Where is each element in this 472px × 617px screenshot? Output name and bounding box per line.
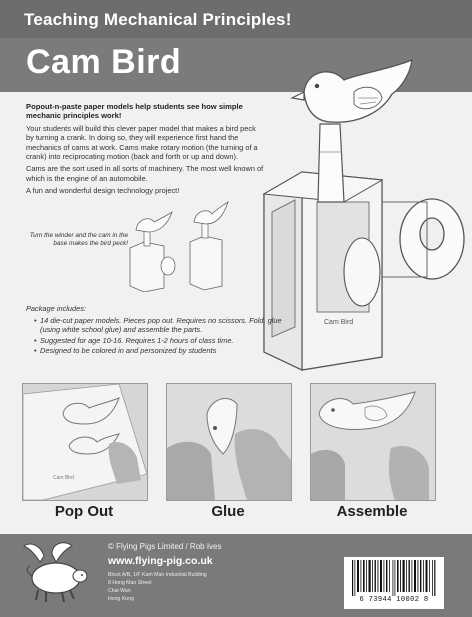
pop-out-photo bbox=[22, 383, 148, 501]
website-link[interactable]: www.flying-pig.co.uk bbox=[108, 555, 213, 567]
barcode-bars bbox=[344, 557, 444, 597]
package-item: • 14 die-cut paper models. Pieces pop out. Requires no scissors. Fold, glue (using white school glue) and assemble the parts. bbox=[34, 316, 286, 335]
barcode-number: 6 73944 10002 8 bbox=[344, 596, 444, 604]
package-item: • Suggested for age 10-16. Requires 1-2 hours of class time. bbox=[34, 336, 286, 346]
address-line: 8 Hong Man Street bbox=[108, 580, 152, 586]
page-subtitle: Teaching Mechanical Principles! bbox=[24, 10, 292, 29]
intro-paragraph-3: A fun and wonderful design technology project! bbox=[26, 186, 180, 196]
svg-text:Cam Bird: Cam Bird bbox=[324, 319, 354, 326]
address-line: Hong Kong bbox=[108, 596, 134, 602]
page-title: Cam Bird bbox=[26, 43, 182, 81]
small-models-illustration bbox=[124, 200, 234, 292]
step-label-pop-out: Pop Out bbox=[54, 503, 114, 520]
svg-text:Cam Bird: Cam Bird bbox=[53, 475, 74, 481]
assemble-photo bbox=[310, 383, 436, 501]
address-line: Chai Wan bbox=[108, 588, 131, 594]
glue-photo bbox=[166, 383, 292, 501]
intro-lead: Popout-n-paste paper models help students see how simple mechanic principles work! bbox=[26, 102, 243, 121]
package-item: • Designed to be colored in and personized by students bbox=[34, 346, 286, 356]
address-block bbox=[108, 571, 207, 603]
address-line: Block A/B, 1/F Kam Man Industrial Building bbox=[108, 572, 207, 578]
package-includes bbox=[26, 304, 286, 357]
intro-text bbox=[26, 102, 264, 199]
package-heading: Package includes: bbox=[26, 304, 86, 313]
step-label-assemble: Assemble bbox=[336, 503, 408, 520]
flying-pig-logo bbox=[22, 542, 94, 604]
cam-bird-model-illustration bbox=[262, 52, 467, 372]
step-label-glue: Glue bbox=[211, 503, 245, 520]
intro-paragraph-1: Your students will build this clever paper model that makes a bird peck by turning a crank. In doing so, they will experience first hand the mechanics of cams at work. Cams make rotary motion (the turning of a crank) into reciprocating motion (back and forth or up and down). bbox=[26, 123, 258, 162]
copyright-text: © Flying Pigs Limited / Rob Ives bbox=[108, 542, 222, 551]
model-caption: Turn the winder and the cam in the base makes the bird peck! bbox=[29, 232, 128, 247]
package-list bbox=[26, 316, 286, 356]
intro-paragraph-2: Cams are the sort used in all sorts of machinery. The most well known of which is the engine of an automobile. bbox=[26, 164, 264, 183]
